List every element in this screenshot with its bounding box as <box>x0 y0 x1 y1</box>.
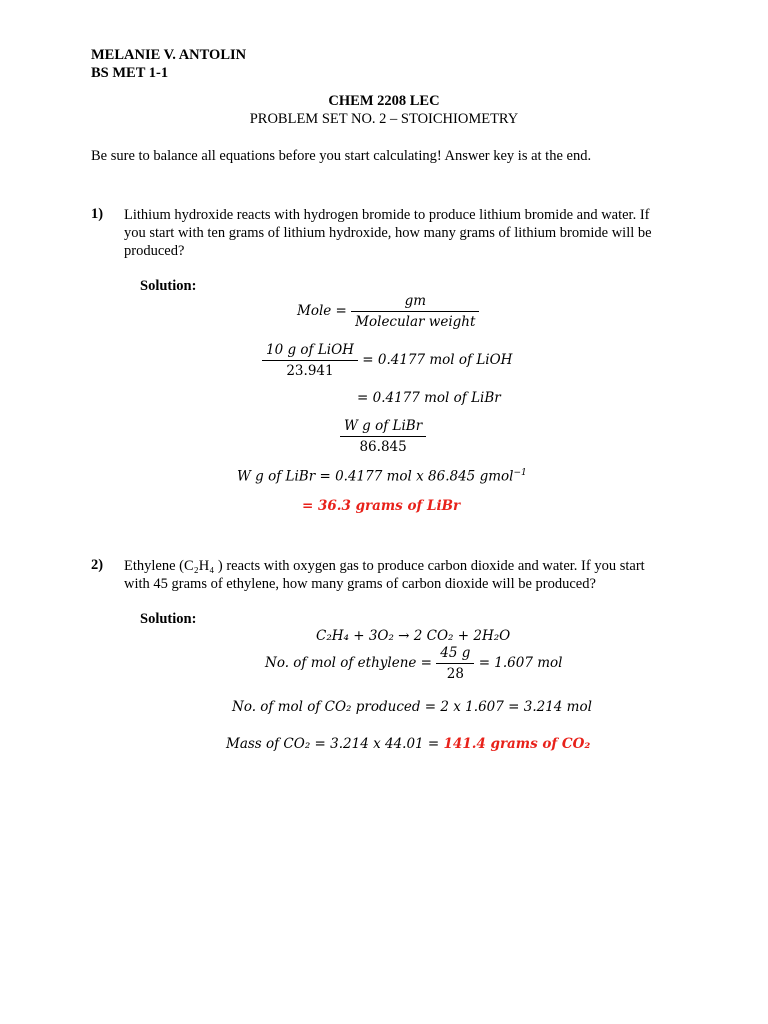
student-section: BS MET 1-1 <box>91 65 169 81</box>
q1-step-3-numerator: W g of LiBr <box>340 418 426 437</box>
q2-moles-result: = 1.607 mol <box>478 655 563 671</box>
q2-moles-co2: No. of mol of CO₂ produced = 2 x 1.607 = 3.214 mol <box>232 699 592 715</box>
mole-formula-fraction <box>351 293 479 330</box>
q1-step-2: = 0.4177 mol of LiBr <box>357 390 501 406</box>
mole-formula <box>297 293 479 330</box>
question-2-line-2: with 45 grams of ethylene, how many grams of carbon dioxide will be produced? <box>124 576 596 592</box>
q1-step-1-denominator: 23.941 <box>286 363 334 379</box>
q1-step-4-exponent: −1 <box>513 468 527 478</box>
mole-formula-denominator: Molecular weight <box>355 314 476 330</box>
instructions: Be sure to balance all equations before you start calculating! Answer key is at the end. <box>91 148 592 164</box>
q2-mass-co2 <box>226 736 590 752</box>
q1-step-1-result: = 0.4177 mol of LiOH <box>362 352 513 368</box>
question-1-line-3: produced? <box>124 243 185 259</box>
q2-moles-lhs: No. of mol of ethylene = <box>265 655 432 671</box>
question-1-line-2: you start with ten grams of lithium hydroxide, how many grams of lithium bromide will be <box>124 225 652 241</box>
q1-step-4-expression: W g of LiBr = 0.4177 mol x 86.845 gmol <box>237 468 514 485</box>
q1-step-1-numerator: 10 g of LiOH <box>262 342 358 361</box>
q2-mass-expression: Mass of CO₂ = 3.214 x 44.01 = <box>226 736 444 752</box>
question-2-solution-label: Solution: <box>140 611 197 627</box>
q1-step-1-fraction <box>262 342 358 379</box>
q2-moles-numerator: 45 g <box>436 645 474 664</box>
q2-reaction-equation: C₂H₄ + 3O₂ → 2 CO₂ + 2H₂O <box>316 628 511 644</box>
question-1-number: 1) <box>91 206 104 222</box>
mole-formula-lhs: Mole = <box>297 303 347 319</box>
q2-moles-fraction <box>436 645 474 682</box>
q2-moles-ethylene <box>265 645 563 682</box>
q2-moles-denominator: 28 <box>446 666 464 682</box>
question-2-number: 2) <box>91 557 104 573</box>
q1-step-3 <box>340 418 426 455</box>
course-title: CHEM 2208 LEC <box>328 93 440 109</box>
q1-step-1 <box>262 342 512 379</box>
q1-step-3-fraction <box>340 418 426 455</box>
question-1-text <box>124 206 724 260</box>
q1-step-4 <box>237 468 527 485</box>
q2-answer: 141.4 grams of CO₂ <box>443 736 591 752</box>
question-1-solution-label: Solution: <box>140 278 197 294</box>
q1-step-3-denominator: 86.845 <box>359 439 407 455</box>
question-1-line-1: Lithium hydroxide reacts with hydrogen bromide to produce lithium bromide and water. If <box>124 207 650 223</box>
student-name: MELANIE V. ANTOLIN <box>91 47 247 63</box>
mole-formula-numerator: gm <box>351 293 479 312</box>
problem-set-title: PROBLEM SET NO. 2 – STOICHIOMETRY <box>249 111 519 127</box>
question-2-line-1: Ethylene (C₂H₄ ) reacts with oxygen gas to produce carbon dioxide and water. If you start <box>124 558 645 574</box>
question-2-text <box>124 557 724 593</box>
q1-answer: = 36.3 grams of LiBr <box>302 498 461 514</box>
